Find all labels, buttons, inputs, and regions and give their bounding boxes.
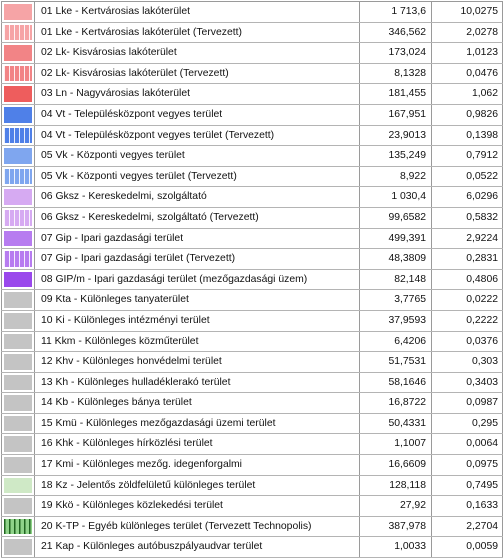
zone-name: 05 Vk - Központi vegyes terület [35, 146, 360, 166]
legend-swatch [4, 4, 32, 20]
zone-percent: 0,3403 [432, 373, 503, 393]
legend-swatch-cell [1, 105, 35, 125]
zone-percent: 6,0296 [432, 187, 503, 207]
zone-name: 01 Lke - Kertvárosias lakóterület (Tervezett) [35, 23, 360, 43]
zone-area: 6,4206 [360, 332, 432, 352]
zone-name: 13 Kh - Különleges hulladéklerakó terület [35, 373, 360, 393]
legend-swatch [4, 128, 32, 144]
legend-swatch-cell [1, 270, 35, 290]
table-row [1, 105, 503, 126]
legend-swatch [4, 251, 32, 267]
zone-area: 499,391 [360, 229, 432, 249]
zone-percent: 0,303 [432, 352, 503, 372]
legend-swatch-cell [1, 2, 35, 22]
zone-name: 17 Kmi - Különleges mezőg. idegenforgalmi [35, 455, 360, 475]
table-row [1, 455, 503, 476]
zone-percent: 0,0059 [432, 537, 503, 557]
zone-area: 8,1328 [360, 64, 432, 84]
zone-area: 23,9013 [360, 126, 432, 146]
zone-area: 50,4331 [360, 414, 432, 434]
zone-percent: 2,9224 [432, 229, 503, 249]
legend-swatch [4, 498, 32, 514]
legend-swatch-cell [1, 373, 35, 393]
table-row [1, 332, 503, 353]
legend-swatch-cell [1, 455, 35, 475]
zone-percent: 0,1398 [432, 126, 503, 146]
zone-percent: 0,1633 [432, 496, 503, 516]
zone-percent: 2,0278 [432, 23, 503, 43]
zone-name: 10 Ki - Különleges intézményi terület [35, 311, 360, 331]
zone-percent: 0,0376 [432, 332, 503, 352]
land-use-table [1, 1, 503, 558]
legend-swatch-cell [1, 517, 35, 537]
zone-percent: 2,2704 [432, 517, 503, 537]
legend-swatch-cell [1, 249, 35, 269]
legend-swatch-cell [1, 434, 35, 454]
legend-swatch [4, 231, 32, 247]
legend-swatch-cell [1, 229, 35, 249]
legend-swatch [4, 189, 32, 205]
zone-name: 06 Gksz - Kereskedelmi, szolgáltató [35, 187, 360, 207]
table-row [1, 84, 503, 105]
zone-area: 82,148 [360, 270, 432, 290]
legend-swatch-cell [1, 476, 35, 496]
zone-area: 58,1646 [360, 373, 432, 393]
legend-swatch [4, 148, 32, 164]
zone-percent: 0,0476 [432, 64, 503, 84]
zone-percent: 0,5832 [432, 208, 503, 228]
zone-area: 346,562 [360, 23, 432, 43]
table-row [1, 517, 503, 538]
legend-swatch [4, 375, 32, 391]
zone-name: 02 Lk- Kisvárosias lakóterület [35, 43, 360, 63]
legend-swatch [4, 519, 32, 535]
legend-swatch [4, 478, 32, 494]
legend-swatch-cell [1, 537, 35, 557]
legend-swatch-cell [1, 167, 35, 187]
legend-swatch-cell [1, 496, 35, 516]
legend-swatch-cell [1, 393, 35, 413]
legend-swatch [4, 25, 32, 41]
table-row [1, 290, 503, 311]
legend-swatch-cell [1, 187, 35, 207]
legend-swatch [4, 457, 32, 473]
table-row [1, 229, 503, 250]
zone-area: 1,0033 [360, 537, 432, 557]
legend-swatch [4, 313, 32, 329]
zone-area: 37,9593 [360, 311, 432, 331]
zone-area: 387,978 [360, 517, 432, 537]
legend-swatch-cell [1, 84, 35, 104]
table-row [1, 208, 503, 229]
table-row [1, 2, 503, 23]
zone-name: 20 K-TP - Egyéb különleges terület (Tervezett Technopolis) [35, 517, 360, 537]
zone-name: 08 GIP/m - Ipari gazdasági terület (mezőgazdasági üzem) [35, 270, 360, 290]
legend-swatch-cell [1, 23, 35, 43]
legend-swatch [4, 169, 32, 185]
table-row [1, 270, 503, 291]
zone-name: 11 Kkm - Különleges közműterület [35, 332, 360, 352]
legend-swatch-cell [1, 146, 35, 166]
table-row [1, 249, 503, 270]
zone-name: 21 Kap - Különleges autóbuszpályaudvar terület [35, 537, 360, 557]
legend-swatch-cell [1, 311, 35, 331]
zone-area: 1,1007 [360, 434, 432, 454]
zone-percent: 0,0987 [432, 393, 503, 413]
zone-name: 01 Lke - Kertvárosias lakóterület [35, 2, 360, 22]
zone-area: 48,3809 [360, 249, 432, 269]
legend-swatch [4, 107, 32, 123]
legend-swatch [4, 354, 32, 370]
legend-swatch-cell [1, 332, 35, 352]
zone-name: 07 Gip - Ipari gazdasági terület (Tervezett) [35, 249, 360, 269]
zone-percent: 0,0522 [432, 167, 503, 187]
zone-name: 07 Gip - Ipari gazdasági terület [35, 229, 360, 249]
legend-swatch [4, 416, 32, 432]
table-row [1, 187, 503, 208]
table-row [1, 64, 503, 85]
zone-area: 135,249 [360, 146, 432, 166]
legend-swatch [4, 334, 32, 350]
zone-area: 27,92 [360, 496, 432, 516]
legend-swatch [4, 272, 32, 288]
zone-area: 8,922 [360, 167, 432, 187]
zone-percent: 0,2831 [432, 249, 503, 269]
legend-swatch [4, 66, 32, 82]
legend-swatch [4, 210, 32, 226]
table-row [1, 537, 503, 558]
legend-swatch [4, 45, 32, 61]
zone-area: 51,7531 [360, 352, 432, 372]
zone-name: 03 Ln - Nagyvárosias lakóterület [35, 84, 360, 104]
legend-swatch [4, 539, 32, 555]
table-row [1, 414, 503, 435]
legend-swatch-cell [1, 414, 35, 434]
table-row [1, 393, 503, 414]
zone-name: 09 Kta - Különleges tanyaterület [35, 290, 360, 310]
table-row [1, 146, 503, 167]
legend-swatch-cell [1, 290, 35, 310]
zone-name: 04 Vt - Településközpont vegyes terület [35, 105, 360, 125]
zone-area: 1 030,4 [360, 187, 432, 207]
zone-name: 12 Khv - Különleges honvédelmi terület [35, 352, 360, 372]
zone-name: 06 Gksz - Kereskedelmi, szolgáltató (Tervezett) [35, 208, 360, 228]
zone-percent: 0,0064 [432, 434, 503, 454]
table-row [1, 496, 503, 517]
table-row [1, 43, 503, 64]
zone-percent: 0,7495 [432, 476, 503, 496]
zone-name: 18 Kz - Jelentős zöldfelületű különleges terület [35, 476, 360, 496]
zone-percent: 1,062 [432, 84, 503, 104]
zone-percent: 0,295 [432, 414, 503, 434]
zone-percent: 0,4806 [432, 270, 503, 290]
legend-swatch [4, 86, 32, 102]
zone-name: 02 Lk- Kisvárosias lakóterület (Tervezett) [35, 64, 360, 84]
table-row [1, 373, 503, 394]
legend-swatch [4, 436, 32, 452]
legend-swatch-cell [1, 126, 35, 146]
zone-percent: 0,9826 [432, 105, 503, 125]
zone-percent: 0,2222 [432, 311, 503, 331]
legend-swatch [4, 292, 32, 308]
legend-swatch [4, 395, 32, 411]
legend-swatch-cell [1, 43, 35, 63]
zone-area: 3,7765 [360, 290, 432, 310]
zone-area: 128,118 [360, 476, 432, 496]
zone-area: 167,951 [360, 105, 432, 125]
zone-name: 04 Vt - Településközpont vegyes terület (Tervezett) [35, 126, 360, 146]
table-row [1, 311, 503, 332]
zone-name: 15 Kmü - Különleges mezőgazdasági üzemi terület [35, 414, 360, 434]
table-row [1, 167, 503, 188]
zone-percent: 1,0123 [432, 43, 503, 63]
zone-name: 14 Kb - Különleges bánya terület [35, 393, 360, 413]
zone-name: 16 Khk - Különleges hírközlési terület [35, 434, 360, 454]
zone-area: 181,455 [360, 84, 432, 104]
zone-area: 99,6582 [360, 208, 432, 228]
legend-swatch-cell [1, 208, 35, 228]
legend-swatch-cell [1, 352, 35, 372]
zone-percent: 10,0275 [432, 2, 503, 22]
zone-name: 05 Vk - Központi vegyes terület (Tervezett) [35, 167, 360, 187]
zone-percent: 0,7912 [432, 146, 503, 166]
zone-area: 1 713,6 [360, 2, 432, 22]
table-row [1, 126, 503, 147]
zone-percent: 0,0975 [432, 455, 503, 475]
legend-swatch-cell [1, 64, 35, 84]
table-row [1, 352, 503, 373]
zone-area: 173,024 [360, 43, 432, 63]
zone-name: 19 Kkö - Különleges közlekedési terület [35, 496, 360, 516]
zone-area: 16,6609 [360, 455, 432, 475]
zone-percent: 0,0222 [432, 290, 503, 310]
zone-area: 16,8722 [360, 393, 432, 413]
table-row [1, 476, 503, 497]
table-row [1, 23, 503, 44]
